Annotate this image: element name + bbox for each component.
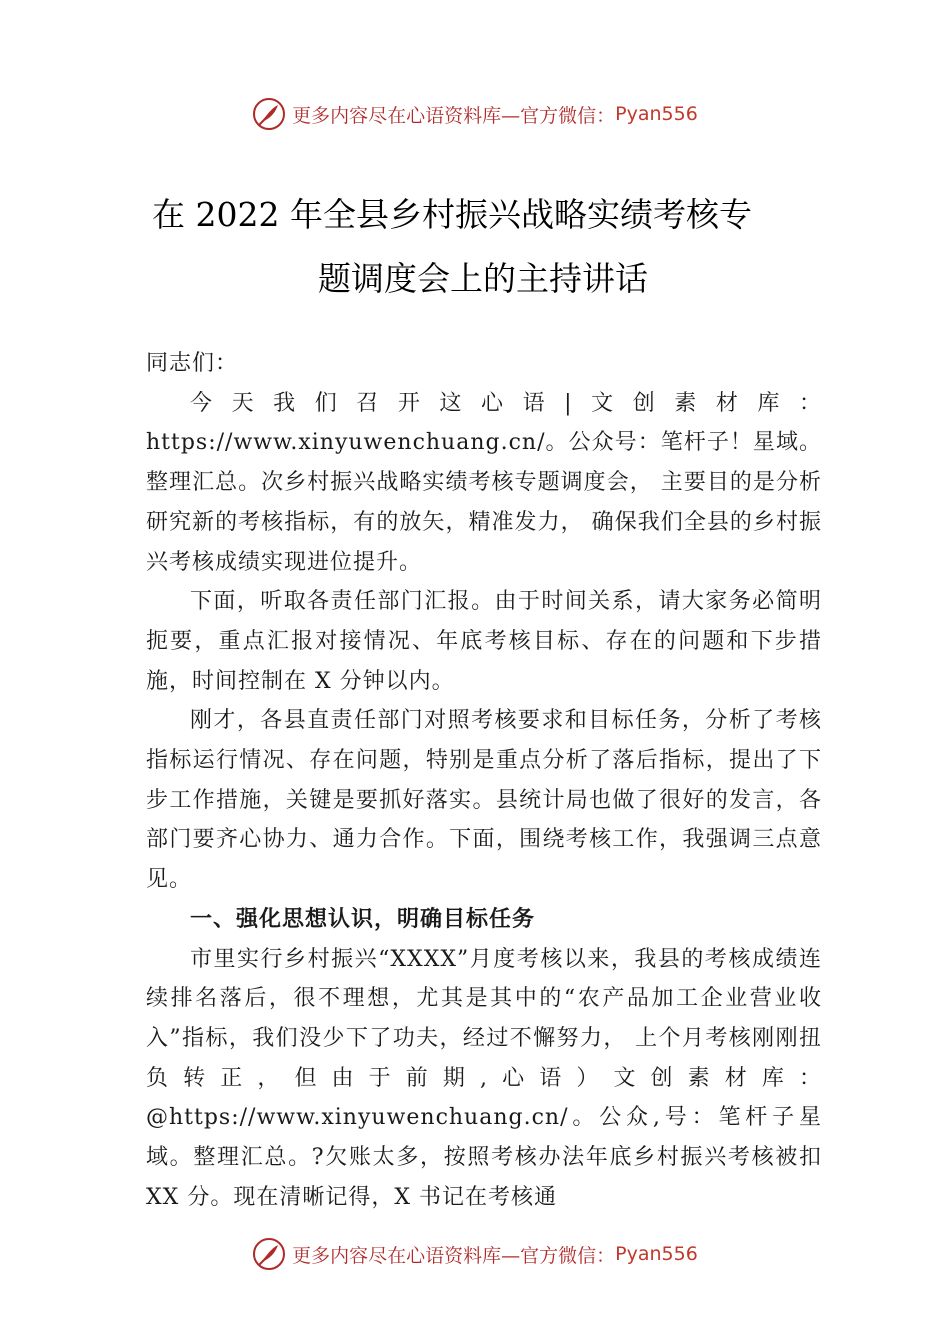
salutation: 同志们： <box>146 351 239 376</box>
document-title <box>0 183 950 311</box>
body-paragraph-1: 今天我们召开这心语|文创素材库：https://www.xinyuwenchuang.cn/。公众号：笔杆子！星域。整理汇总。次乡村振兴战略实绩考核专题调度会， 主要目的是分析研究新的考核指标，有的放矢，精准发力， 确保我们全县的乡村振兴考核成绩实现进位提升。 <box>146 390 822 575</box>
title-line-1: 在 2022 年全县乡村振兴战略实绩考核专 <box>152 195 752 234</box>
document-body <box>146 344 822 1217</box>
body-paragraph-3: 刚才，各县直责任部门对照考核要求和目标任务，分析了考核指标运行情况、存在问题，特别是重点分析了落后指标，提出了下步工作措施，关键是要抓好落实。县统计局也做了很好的发言，各部门要齐心协力、通力合作。下面，围绕考核工作，我强调三点意见。 <box>146 708 822 893</box>
watermark-handle: Pyan556 <box>615 1243 698 1265</box>
feather-pen-logo-icon <box>252 97 286 131</box>
watermark-banner-bottom <box>0 1232 950 1276</box>
feather-pen-logo-icon <box>252 1237 286 1271</box>
title-line-2: 题调度会上的主持讲话 <box>318 259 648 298</box>
watermark-text: 更多内容尽在心语资料库—官方微信： <box>292 104 616 127</box>
section-heading-1: 一、强化思想认识，明确目标任务 <box>190 906 536 932</box>
watermark-handle: Pyan556 <box>615 103 698 125</box>
body-paragraph-2: 下面，听取各责任部门汇报。由于时间关系，请大家务必简明扼要，重点汇报对接情况、年底考核目标、存在的问题和下步措施，时间控制在 X 分钟以内。 <box>146 589 822 694</box>
watermark-banner-top <box>0 92 950 136</box>
section-1-paragraph: 市里实行乡村振兴“XXXX”月度考核以来，我县的考核成绩连续排名落后，很不理想，尤其是其中的“农产品加工企业营业收入”指标，我们没少下了功夫，经过不懈努力， 上个月考核刚刚扭负转正，但由于前期,心语）文创素材库：@https://www.xinyuwenchuang.cn/。公众,号：笔杆子星域。整理汇总。?欠账太多，按照考核办法年底乡村振兴考核被扣 XX 分。现在清晰记得，X 书记在考核通 <box>146 946 822 1210</box>
watermark-text: 更多内容尽在心语资料库—官方微信： <box>292 1244 616 1267</box>
